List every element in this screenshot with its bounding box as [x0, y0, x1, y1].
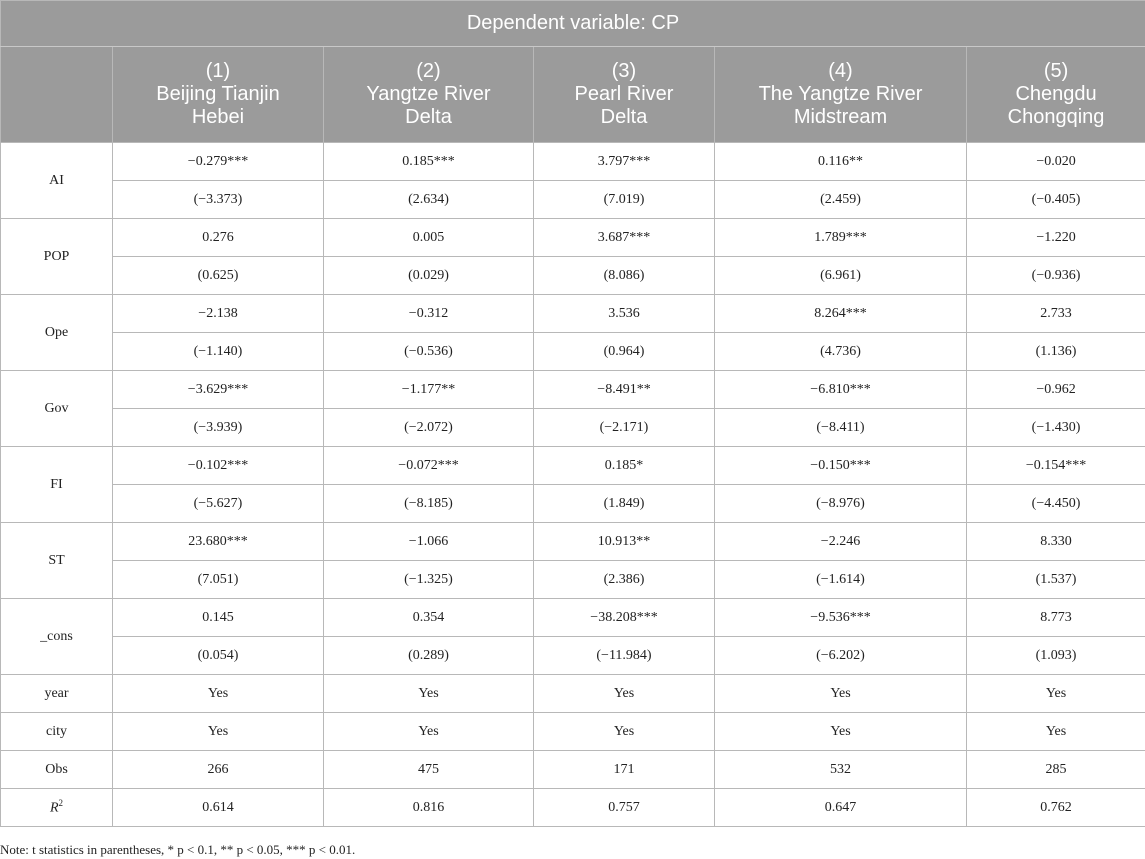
coefficient-cell: 8.330: [967, 523, 1145, 561]
variable-label: POP: [1, 219, 113, 295]
coefficient-cell: −0.154***: [967, 447, 1145, 485]
coefficient-cell: 0.185*: [534, 447, 715, 485]
variable-label: FI: [1, 447, 113, 523]
coefficient-cell: −0.962: [967, 371, 1145, 409]
t-statistic-cell: (4.736): [715, 333, 967, 371]
coefficient-row: [1, 523, 1145, 561]
column-name-line: Midstream: [793, 106, 888, 128]
column-name-line: The Yangtze River: [758, 83, 923, 105]
coefficient-cell: −1.177**: [324, 371, 534, 409]
coefficient-cell: −9.536***: [715, 599, 967, 637]
column-name-line: Delta: [600, 106, 648, 128]
t-statistic-cell: (−0.405): [967, 181, 1145, 219]
t-statistic-cell: (−1.325): [324, 561, 534, 599]
variable-label: Gov: [1, 371, 113, 447]
coefficient-row: [1, 599, 1145, 637]
value-cell: Yes: [324, 675, 534, 713]
r-squared-row: [1, 789, 1145, 827]
t-statistic-cell: (−1.614): [715, 561, 967, 599]
t-statistic-cell: (8.086): [534, 257, 715, 295]
t-statistic-cell: (−2.072): [324, 409, 534, 447]
t-statistic-cell: (−8.185): [324, 485, 534, 523]
variable-label: Ope: [1, 295, 113, 371]
value-cell: 532: [715, 751, 967, 789]
column-name-line: Chongqing: [1007, 106, 1105, 128]
t-statistic-cell: (2.459): [715, 181, 967, 219]
column-header-3: [534, 47, 715, 143]
t-statistic-cell: (−3.939): [113, 409, 324, 447]
value-cell: 0.614: [113, 789, 324, 827]
column-header-2: [324, 47, 534, 143]
table-note: Note: t statistics in parentheses, * p < 0.1, ** p < 0.05, *** p < 0.01.: [0, 842, 356, 857]
coefficient-cell: −3.629***: [113, 371, 324, 409]
coefficient-cell: 0.005: [324, 219, 534, 257]
t-statistic-cell: (0.054): [113, 637, 324, 675]
t-statistic-cell: (−6.202): [715, 637, 967, 675]
coefficient-cell: 3.797***: [534, 143, 715, 181]
variable-label: _cons: [1, 599, 113, 675]
t-statistic-row: [1, 485, 1145, 523]
t-statistic-cell: (7.019): [534, 181, 715, 219]
t-statistic-cell: (2.386): [534, 561, 715, 599]
t-statistic-row: [1, 637, 1145, 675]
coefficient-cell: 3.536: [534, 295, 715, 333]
value-cell: Yes: [967, 675, 1145, 713]
coefficient-cell: 2.733: [967, 295, 1145, 333]
empty-header-cell: [1, 47, 113, 143]
value-cell: 475: [324, 751, 534, 789]
dependent-variable-header: Dependent variable: CP: [1, 1, 1145, 47]
coefficient-row: [1, 295, 1145, 333]
coefficient-cell: 0.276: [113, 219, 324, 257]
t-statistic-cell: (−8.976): [715, 485, 967, 523]
t-statistic-cell: (2.634): [324, 181, 534, 219]
coefficient-cell: 0.145: [113, 599, 324, 637]
column-header-5: [967, 47, 1145, 143]
coefficient-row: [1, 219, 1145, 257]
coefficient-cell: −8.491**: [534, 371, 715, 409]
coefficient-cell: −1.066: [324, 523, 534, 561]
value-cell: Yes: [967, 713, 1145, 751]
t-statistic-cell: (−0.936): [967, 257, 1145, 295]
coefficient-row: [1, 371, 1145, 409]
row-label: city: [1, 713, 113, 751]
value-cell: 0.647: [715, 789, 967, 827]
footer-row: [1, 751, 1145, 789]
t-statistic-row: [1, 181, 1145, 219]
column-number: (2): [416, 60, 441, 82]
coefficient-cell: 3.687***: [534, 219, 715, 257]
footer-row: [1, 713, 1145, 751]
coefficient-cell: −6.810***: [715, 371, 967, 409]
value-cell: 266: [113, 751, 324, 789]
column-name-line: Hebei: [191, 106, 245, 128]
column-number: (3): [611, 60, 637, 82]
t-statistic-cell: (−0.536): [324, 333, 534, 371]
coefficient-cell: −2.138: [113, 295, 324, 333]
t-statistic-row: [1, 257, 1145, 295]
r-squared-superscript: 2: [58, 798, 64, 809]
t-statistic-cell: (1.093): [967, 637, 1145, 675]
column-name-line: Yangtze River: [366, 83, 491, 105]
r-squared-base: R: [49, 800, 59, 816]
coefficient-row: [1, 447, 1145, 485]
t-statistic-row: [1, 561, 1145, 599]
t-statistic-cell: (−2.171): [534, 409, 715, 447]
coefficient-cell: −0.312: [324, 295, 534, 333]
t-statistic-cell: (−1.430): [967, 409, 1145, 447]
t-statistic-cell: (1.849): [534, 485, 715, 523]
t-statistic-cell: (1.537): [967, 561, 1145, 599]
column-number: (4): [828, 60, 853, 82]
column-header-1: [113, 47, 324, 143]
t-statistic-cell: (−8.411): [715, 409, 967, 447]
t-statistic-cell: (0.289): [324, 637, 534, 675]
coefficient-cell: −0.279***: [113, 143, 324, 181]
t-statistic-cell: (1.136): [967, 333, 1145, 371]
column-number: (5): [1043, 60, 1069, 82]
value-cell: Yes: [715, 713, 967, 751]
column-name-line: Pearl River: [574, 83, 674, 105]
value-cell: Yes: [113, 713, 324, 751]
coefficient-cell: 8.773: [967, 599, 1145, 637]
coefficient-cell: 1.789***: [715, 219, 967, 257]
column-name-line: Delta: [405, 106, 452, 128]
variable-label: ST: [1, 523, 113, 599]
coefficient-cell: −38.208***: [534, 599, 715, 637]
column-name-line: Beijing Tianjin: [156, 83, 280, 105]
value-cell: 0.816: [324, 789, 534, 827]
t-statistic-cell: (0.029): [324, 257, 534, 295]
value-cell: Yes: [113, 675, 324, 713]
coefficient-cell: 10.913**: [534, 523, 715, 561]
column-number: (1): [205, 60, 231, 82]
t-statistic-cell: (−4.450): [967, 485, 1145, 523]
column-header-4: [715, 47, 967, 143]
value-cell: Yes: [715, 675, 967, 713]
coefficient-cell: −0.150***: [715, 447, 967, 485]
coefficient-cell: 0.116**: [715, 143, 967, 181]
coefficient-cell: −0.020: [967, 143, 1145, 181]
column-name-line: Chengdu: [1015, 83, 1097, 105]
row-label: Obs: [1, 751, 113, 789]
row-label: year: [1, 675, 113, 713]
value-cell: Yes: [534, 675, 715, 713]
table-body: [1, 143, 1145, 827]
value-cell: 0.757: [534, 789, 715, 827]
t-statistic-cell: (0.964): [534, 333, 715, 371]
variable-label: AI: [1, 143, 113, 219]
t-statistic-cell: (−1.140): [113, 333, 324, 371]
coefficient-cell: −1.220: [967, 219, 1145, 257]
coefficient-cell: 0.185***: [324, 143, 534, 181]
coefficient-cell: −0.102***: [113, 447, 324, 485]
coefficient-cell: 23.680***: [113, 523, 324, 561]
coefficient-cell: −2.246: [715, 523, 967, 561]
t-statistic-cell: (−11.984): [534, 637, 715, 675]
t-statistic-cell: (7.051): [113, 561, 324, 599]
t-statistic-cell: (0.625): [113, 257, 324, 295]
value-cell: 171: [534, 751, 715, 789]
value-cell: 0.762: [967, 789, 1145, 827]
value-cell: 285: [967, 751, 1145, 789]
coefficient-cell: 8.264***: [715, 295, 967, 333]
footer-row: [1, 675, 1145, 713]
t-statistic-row: [1, 409, 1145, 447]
coefficient-cell: 0.354: [324, 599, 534, 637]
t-statistic-cell: (−5.627): [113, 485, 324, 523]
t-statistic-row: [1, 333, 1145, 371]
coefficient-cell: −0.072***: [324, 447, 534, 485]
coefficient-row: [1, 143, 1145, 181]
value-cell: Yes: [534, 713, 715, 751]
r-squared-label: [1, 789, 113, 827]
t-statistic-cell: (6.961): [715, 257, 967, 295]
value-cell: Yes: [324, 713, 534, 751]
t-statistic-cell: (−3.373): [113, 181, 324, 219]
